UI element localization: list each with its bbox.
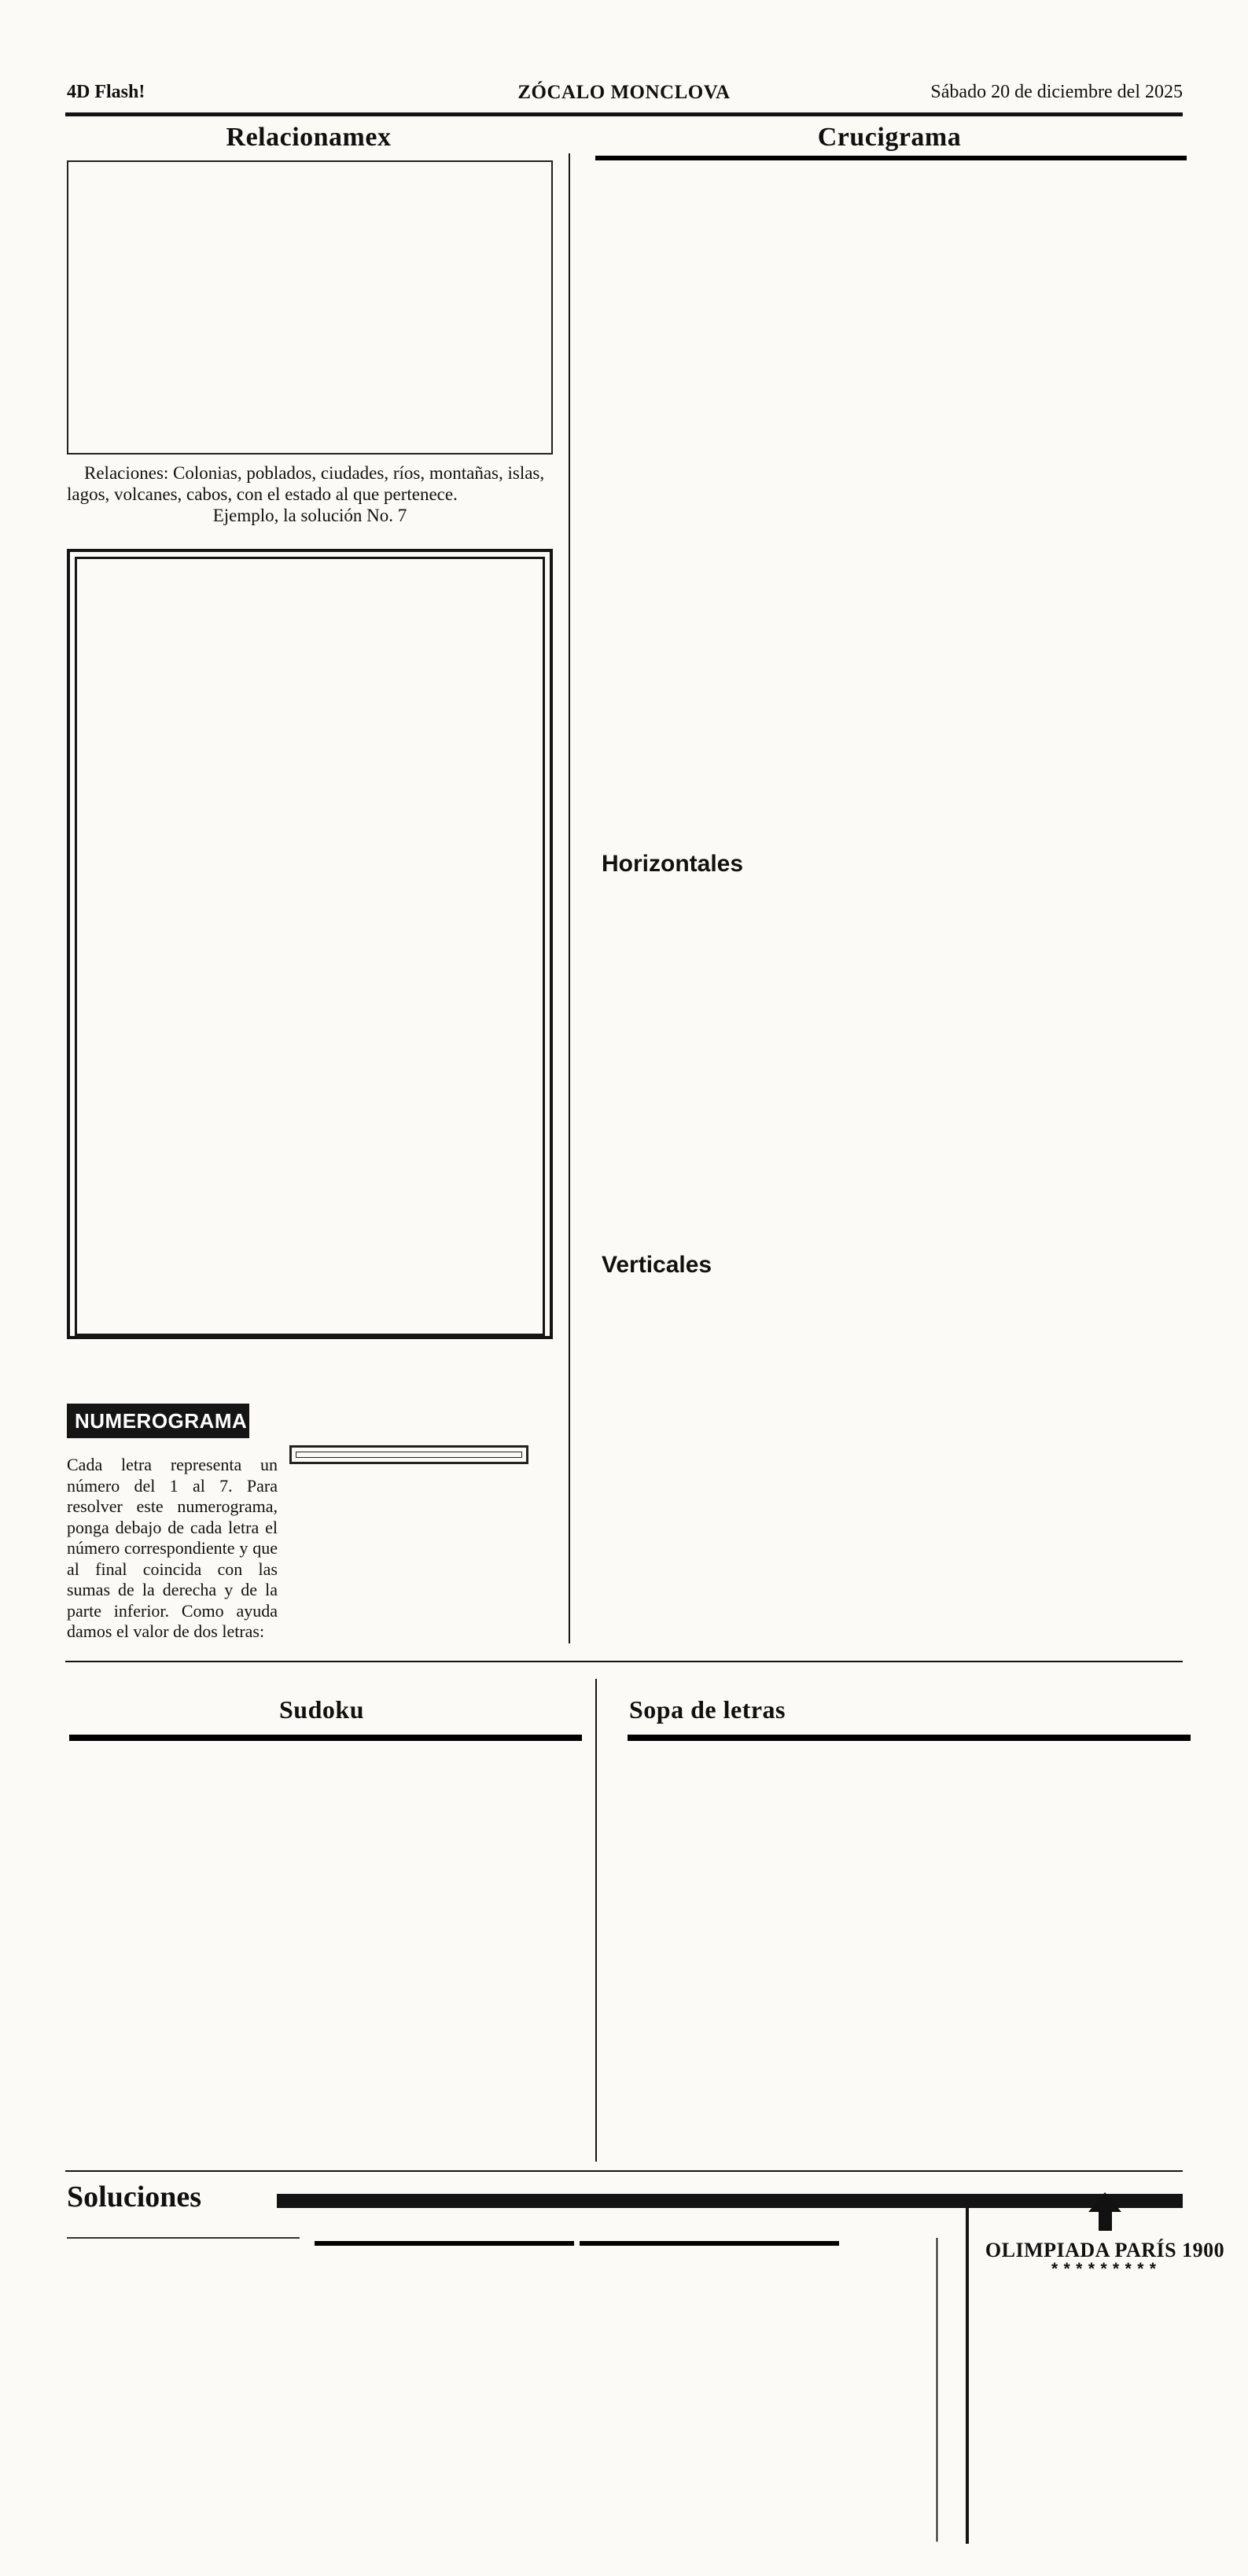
sopa-title: Sopa de letras [629,1695,786,1724]
olimpiada-panel [975,2192,1235,2291]
section-rule [65,1661,1183,1662]
page-date: Sábado 20 de diciembre del 2025 [930,82,1183,102]
soluciones-heading: Soluciones [67,2180,202,2214]
sopa-solution-ovals [821,2238,937,2538]
numerograma-key-box [289,1445,528,1464]
relacionamex-note [67,462,553,526]
crucigrama-title: Crucigrama [817,123,962,152]
arrow-up-icon [975,2192,1235,2231]
verticales-label: Verticales [602,1252,712,1278]
numerograma-box [67,549,553,1339]
crossword-grid [595,156,1187,160]
relacionamex-note-text: Relaciones: Colonias, poblados, ciudades, ríos, montañas, islas, lagos, volcanes, cabos, con el estado al que pertenece. [67,463,545,504]
sudoku-solution-b [580,2241,839,2246]
numerograma-instructions: Cada letra representa un número del 1 al 7. Para resolver este numerograma, ponga debajo de cada letra el número correspondiente y que al final coincida con las sumas de la derecha y de la parte inferior. Como ayuda damos el valor de dos letras: [67,1455,278,1641]
sudoku-sopa-divider [595,1679,597,2162]
horizontales-label: Horizontales [602,851,744,877]
numerograma-label: NUMEROGRAMA [67,1404,249,1438]
page-section-label: 4D Flash! [67,82,145,102]
numerograma-box-inner [75,557,545,1336]
numerograma-solution-grid [67,2237,300,2239]
sopa-solution [821,2238,937,2538]
relacionamex-example: Ejemplo, la solución No. 7 [212,506,407,525]
column-divider [569,153,570,1643]
numerograma-solution [67,2237,300,2239]
header-rule [65,112,1183,116]
soluciones-divider [966,2194,969,2544]
sudoku-solution-a [315,2241,574,2246]
arrow-head [1088,2192,1121,2212]
sudoku-title: Sudoku [279,1695,364,1724]
relacionamex-title: Relacionamex [226,123,392,152]
olimpiada-stars: ********* [1049,2262,1161,2280]
sudoku-grid [69,1735,582,1741]
sopa-grid [628,1735,1191,1741]
solutions-rule [65,2170,1183,2172]
newspaper-name: ZÓCALO MONCLOVA [517,82,731,103]
arrow-stem [1099,2212,1112,2231]
relacionamex-list [67,160,553,454]
olimpiada-title: OLIMPIADA PARÍS 1900 [985,2239,1225,2261]
